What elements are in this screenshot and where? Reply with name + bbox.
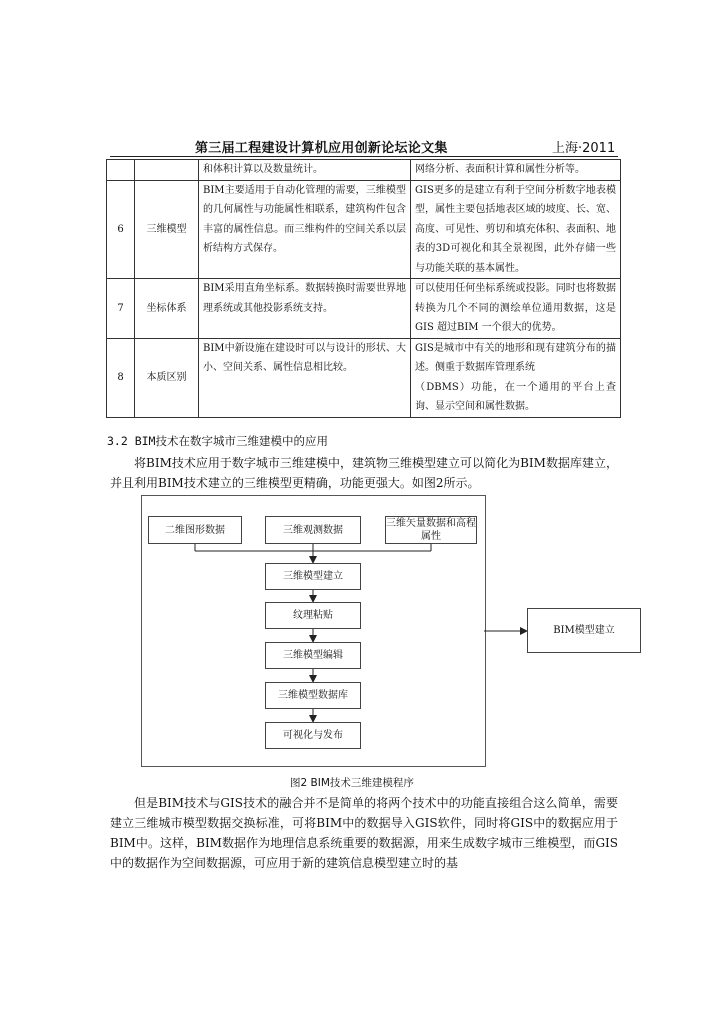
body-paragraph-2: 但是BIM技术与GIS技术的融合并不是简单的将两个技术中的功能直接组合这么简单，需要建立三维城市模型数据交换标准，可将BIM中的数据导入GIS软件，同时将GIS中的数据应用于BIM中。这样，BIM数据作为地理信息系统重要的数据源，用来生成数字城市三维模型，而GIS中的数据作为空间数据源，可应用于新的建筑信息模型建立时的基 [110,796,618,870]
gis-cell [411,180,621,279]
row-category: 坐标体系 [135,279,199,339]
input-3d-observation-data: 三维观测数据 [265,516,361,544]
step-texture-mapping: 纹理粘贴 [265,602,361,629]
body-paragraph-1: 将BIM技术应用于数字城市三维建模中，建筑物三维模型建立可以简化为BIM数据库建立，并且利用BIM技术建立的三维模型更精确，功能更强大。如图2所示。 [110,456,618,490]
table-row [107,160,621,181]
bim-cell [199,160,411,181]
comparison-table [106,159,621,418]
cell-text: （DBMS）功能，在一个通用的平台上查询、显示空间和属性数据。 [415,381,616,412]
row-category: 本质区别 [135,338,199,417]
step-visualize-publish: 可视化与发布 [265,722,361,749]
cell-text: GIS更多的是建立有利于空间分析数字地表模型，属性主要包括地表区域的坡度、长、宽、高度、可见性、剪切和填充体积、表面积、地表的3D可视化和其全景视图，此外存储一些与功能关联的基本属性。 [415,184,616,274]
section-heading: 3.2 BIM技术在数字城市三维建模中的应用 [107,434,328,448]
running-header-location: 上海·2011 [552,141,616,156]
row-number [107,160,135,181]
figure-caption: 图2 BIM技术三维建模程序 [290,777,414,789]
table-row [107,279,621,339]
running-header-title: 第三届工程建设计算机应用创新论坛论文集 [195,141,448,156]
step-3d-model-edit: 三维模型编辑 [265,642,361,669]
step-3d-model-database: 三维模型数据库 [265,682,361,709]
cell-text: 和体积计算以及数量统计。 [203,164,323,175]
table-row [107,180,621,279]
bim-model-build-box: BIM模型建立 [527,608,641,653]
row-number: 6 [107,180,135,279]
cell-text: GIS是城市中有关的地形和现有建筑分布的描述。侧重于数据库管理系统 [415,342,616,373]
step-3d-model-build: 三维模型建立 [265,563,361,590]
gis-cell [411,160,621,181]
bim-cell [199,180,411,279]
bim-cell [199,279,411,339]
cell-text: 网络分析、表面积计算和属性分析等。 [415,164,585,175]
table-row [107,338,621,417]
header-rule [110,156,618,157]
cell-text: 可以使用任何坐标系统或投影。同时也将数据转换为几个不同的测绘单位通用数据，这是 GIS 超过BIM 一个很大的优势。 [415,283,616,333]
row-category [135,160,199,181]
gis-cell [411,338,621,417]
row-category: 三维模型 [135,180,199,279]
input-2d-graphic-data: 二维图形数据 [148,516,242,544]
cell-text: BIM主要适用于自动化管理的需要，三维模型的几何属性与功能属性相联系，建筑构件包含丰富的属性信息。而三维构件的空间关系以层析结构方式保存。 [203,184,406,254]
cell-text: BIM中新设施在建设时可以与设计的形状、大小、空间关系、属性信息相比较。 [203,342,406,373]
cell-text: BIM采用直角坐标系。数据转换时需要世界地理系统或其他投影系统支持。 [203,283,406,314]
gis-cell [411,279,621,339]
row-number: 8 [107,338,135,417]
row-number: 7 [107,279,135,339]
input-3d-vector-elevation: 三维矢量数据和高程属性 [386,518,476,542]
bim-cell [199,338,411,417]
